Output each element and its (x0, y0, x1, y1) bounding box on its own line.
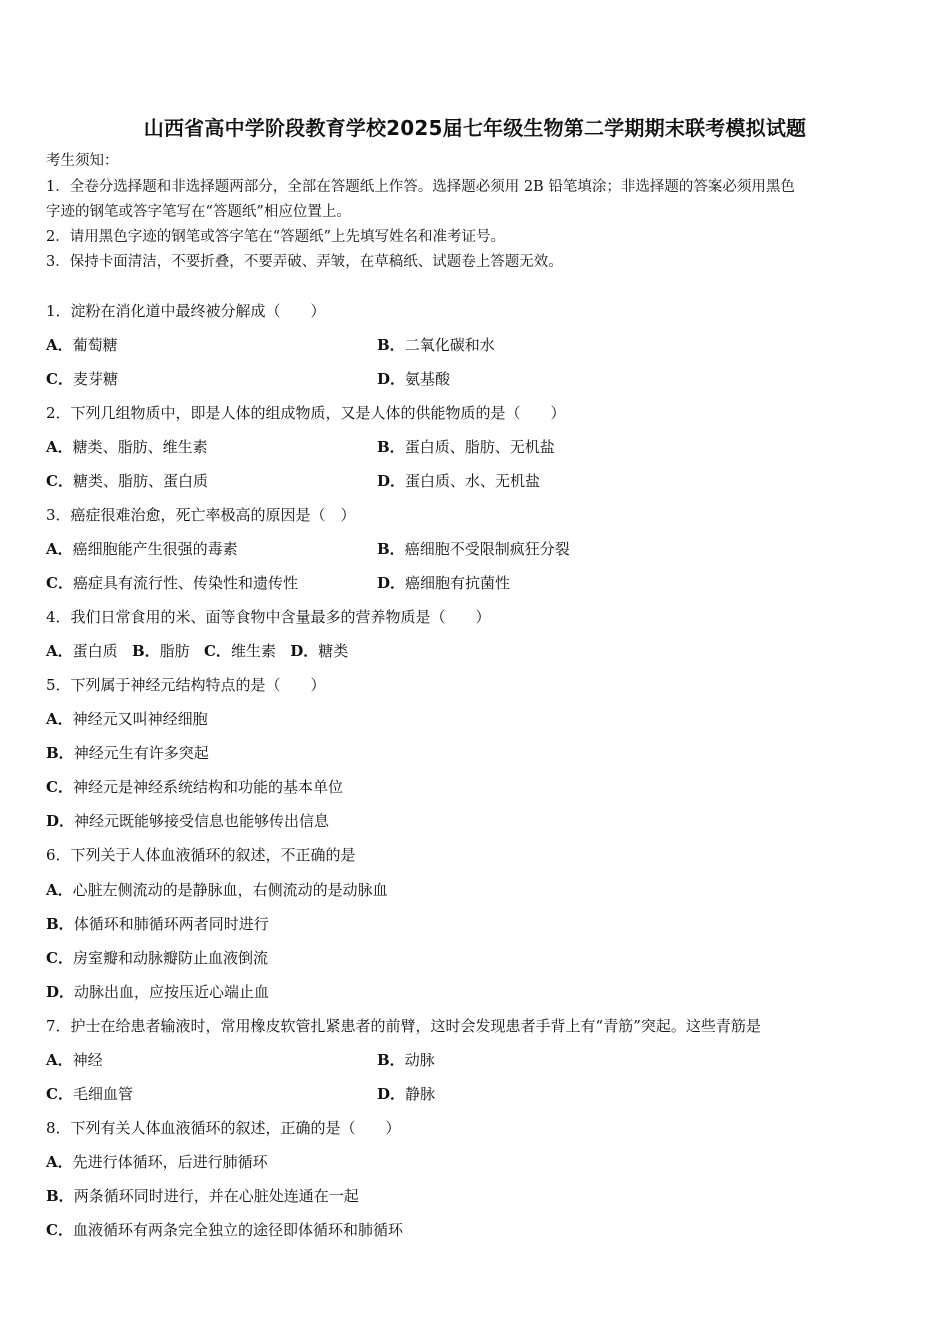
notes-item-1a: 1．全卷分选择题和非选择题两部分，全部在答题纸上作答。选择题必须用 2B 铅笔填涂；非选择题的答案必须用黑色 (46, 179, 795, 195)
q3-option-b: B．癌细胞不受限制疯狂分裂 (377, 540, 570, 558)
q7-option-a: A．神经 (46, 1051, 103, 1069)
q5-option-b: B．神经元生有许多突起 (46, 744, 209, 762)
q8-option-a: A．先进行体循环，后进行肺循环 (46, 1153, 268, 1171)
q2-stem: 2．下列几组物质中，即是人体的组成物质，又是人体的供能物质的是（ ） (46, 404, 566, 422)
page-title: 山西省高中学阶段教育学校2025届七年级生物第二学期期末联考模拟试题 (143, 116, 807, 140)
q1-stem: 1．淀粉在消化道中最终被分解成（ ） (46, 302, 326, 320)
notes-item-1b: 字迹的钢笔或答字笔写在“答题纸”相应位置上。 (46, 204, 351, 220)
q6-option-c: C．房室瓣和动脉瓣防止血液倒流 (46, 949, 268, 967)
q7-option-b: B．动脉 (377, 1051, 435, 1069)
q6-option-b: B．体循环和肺循环两者同时进行 (46, 915, 269, 933)
q6-option-a: A．心脏左侧流动的是静脉血，右侧流动的是动脉血 (46, 881, 388, 899)
q2-option-d: D．蛋白质、水、无机盐 (377, 472, 541, 490)
notes-item-3: 3．保持卡面清洁，不要折叠，不要弄破、弄皱，在草稿纸、试题卷上答题无效。 (46, 254, 563, 270)
q2-option-a: A．糖类、脂肪、维生素 (46, 438, 208, 456)
q1-option-c: C．麦芽糖 (46, 370, 118, 388)
q3-option-a: A．癌细胞能产生很强的毒素 (46, 540, 238, 558)
notes-heading: 考生须知： (46, 153, 119, 169)
q1-option-b: B．二氧化碳和水 (377, 336, 495, 354)
q2-option-c: C．糖类、脂肪、蛋白质 (46, 472, 208, 490)
q1-option-a: A．葡萄糖 (46, 336, 118, 354)
q6-stem: 6．下列关于人体血液循环的叙述，不正确的是 (46, 846, 356, 864)
q8-option-c: C．血液循环有两条完全独立的途径即体循环和肺循环 (46, 1221, 403, 1239)
q3-stem: 3．癌症很难治愈，死亡率极高的原因是（ ） (46, 506, 356, 524)
q5-option-a: A．神经元又叫神经细胞 (46, 710, 208, 728)
q8-option-b: B．两条循环同时进行，并在心脏处连通在一起 (46, 1187, 359, 1205)
q5-stem: 5．下列属于神经元结构特点的是（ ） (46, 676, 326, 694)
q4-options: A．蛋白质 B．脂肪 C．维生素 D．糖类 (46, 642, 349, 660)
q6-option-d: D．动脉出血，应按压近心端止血 (46, 983, 270, 1001)
q2-option-b: B．蛋白质、脂肪、无机盐 (377, 438, 555, 456)
notes-item-2: 2．请用黑色字迹的钢笔或答字笔在“答题纸”上先填写姓名和准考证号。 (46, 229, 506, 245)
q4-stem: 4．我们日常食用的米、面等食物中含量最多的营养物质是（ ） (46, 608, 491, 626)
q7-option-d: D．静脉 (377, 1085, 436, 1103)
q3-option-d: D．癌细胞有抗菌性 (377, 574, 511, 592)
q8-stem: 8．下列有关人体血液循环的叙述，正确的是（ ） (46, 1119, 401, 1137)
q7-option-c: C．毛细血管 (46, 1085, 133, 1103)
q5-option-d: D．神经元既能够接受信息也能够传出信息 (46, 812, 330, 830)
q7-stem: 7．护士在给患者输液时，常用橡皮软管扎紧患者的前臂，这时会发现患者手背上有“青筋”突起。这些青筋是 (46, 1017, 761, 1035)
q1-option-d: D．氨基酸 (377, 370, 451, 388)
q3-option-c: C．癌症具有流行性、传染性和遗传性 (46, 574, 298, 592)
q5-option-c: C．神经元是神经系统结构和功能的基本单位 (46, 778, 343, 796)
